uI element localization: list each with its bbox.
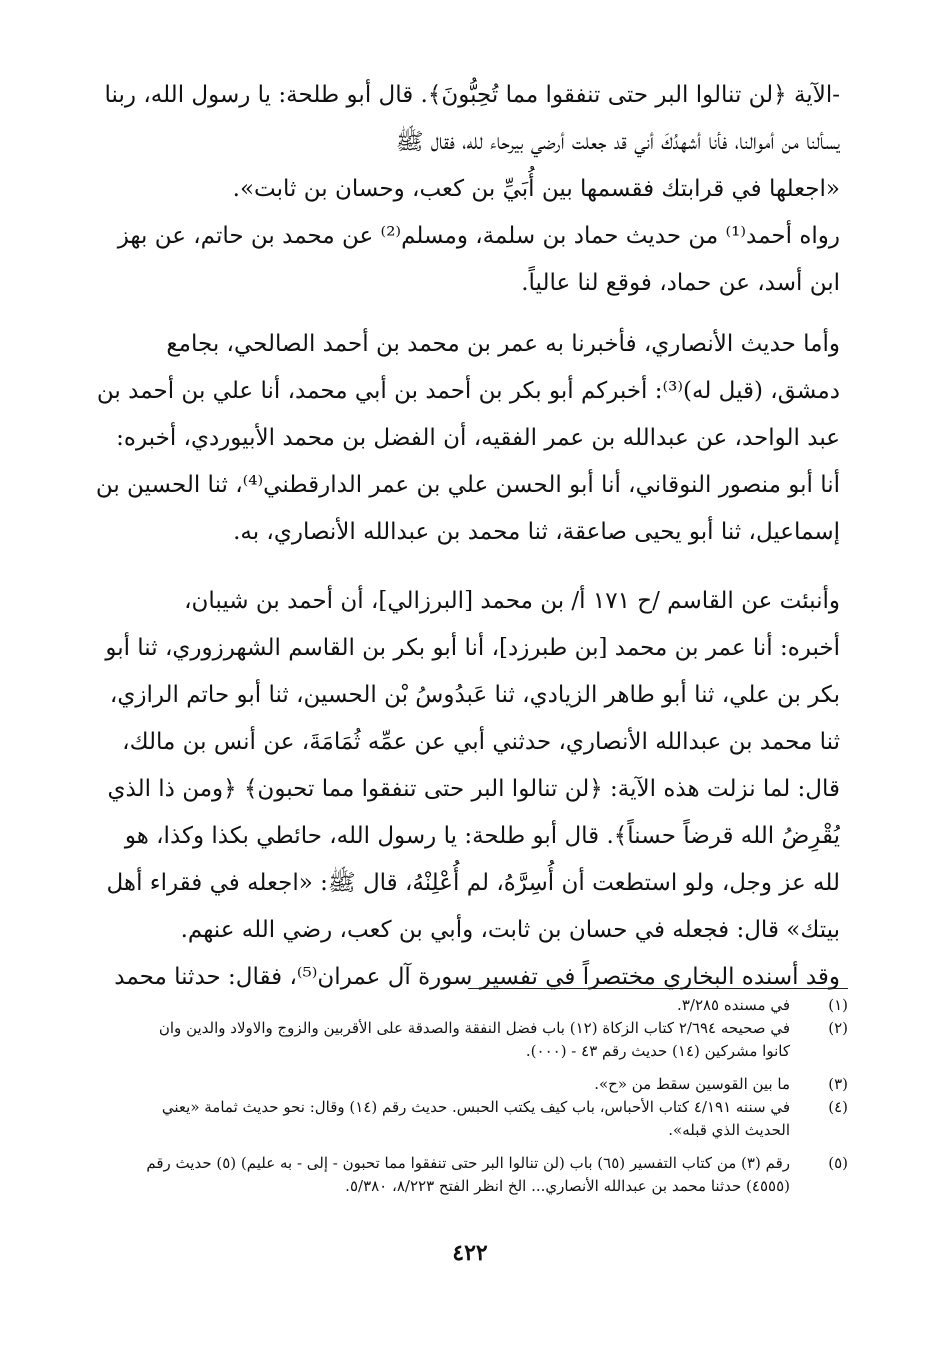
text-line: «اجعلها في قرابتك فقسمها بين أُبَيِّ بن كعب، وحسان بن ثابت».: [232, 176, 840, 202]
text-line: ثنا محمد بن عبدالله الأنصاري، حدثني أبي عن عمِّه ثُمَامَةَ، عن أنس بن مالك،: [122, 729, 840, 755]
text-line: -الآية ﴿لن تنالوا البر حتى تنفقوا مما تُحِبُّونَ﴾. قال أبو طلحة: يا رسول الله، ربنا: [104, 82, 840, 108]
footnote-text: في مسنده ٣/٢٨٥.: [677, 996, 790, 1014]
footnote: [92, 994, 848, 1017]
footnote-number: (٤): [828, 1098, 848, 1116]
text-line: إسماعيل، ثنا أبو يحيى صاعقة، ثنا محمد بن عبدالله الأنصاري، به.: [233, 519, 840, 545]
footnote-text: (٤٥٥٥) حدثنا محمد بن عبدالله الأنصاري... الخ انظر الفتح ٨/٢٢٣، ٥/٣٨٠.: [345, 1177, 790, 1195]
footnote: [92, 1017, 848, 1063]
text-line: عبد الواحد، عن عبدالله بن عمر الفقيه، أن الفضل بن محمد الأبيوردي، أخبره:: [116, 425, 840, 451]
text-line: وأنبئت عن القاسم /ح ١٧١ أ/ بن محمد [البرزالي]، أن أحمد بن شيبان،: [184, 588, 840, 614]
footnote: [92, 1073, 848, 1096]
footnote-number: (٥): [828, 1154, 848, 1172]
text-line: دمشق، (قيل له)⁽³⁾: أخبركم أبو بكر بن أحمد بن أبي محمد، أنا علي بن أحمد بن: [96, 378, 840, 404]
text-line: أخبره: أنا عمر بن محمد [بن طبرزد]، أنا أبو بكر بن القاسم الشهرزوري، ثنا أبو: [105, 635, 840, 661]
text-line: لله عز وجل، ولو استطعت أن أُسِرَّهُ، لم أُعْلِنْهُ، قال ﷺ: «اجعله في فقراء أهل: [106, 870, 840, 896]
text-line: بكر بن علي، ثنا أبو طاهر الزيادي، ثنا عَبدُوسُ بْن الحسين، ثنا أبو حاتم الرازي،: [109, 682, 840, 708]
footnote-number: (٢): [828, 1019, 848, 1037]
footnote-text: ما بين القوسين سقط من «ح».: [594, 1075, 790, 1093]
main-text: [92, 72, 840, 1001]
footnote-divider: [468, 988, 848, 989]
text-line: يسألنا من أموالنا، فأنا أشهدُكَ أني قد جعلت أرضي بيرحاء لله، فقال ﷺ: [395, 129, 840, 155]
footnote-text: الحديث الذي قبله».: [668, 1121, 790, 1139]
footnote: [92, 1096, 848, 1142]
text-line: قال: لما نزلت هذه الآية: ﴿لن تنالوا البر حتى تنفقوا مما تحبون﴾ ﴿ومن ذا الذي: [107, 776, 840, 802]
text-line: ابن أسد، عن حماد، فوقع لنا عالياً.: [521, 270, 840, 296]
footnote-text: رقم (٣) من كتاب التفسير (٦٥) باب (لن تنالوا البر حتى تنفقوا مما تحبون - إلى - به عليم) (٥) حديث رقم: [146, 1154, 790, 1172]
footnote-text: في صحيحه ٢/٦٩٤ كتاب الزكاة (١٢) باب فضل النفقة والصدقة على الأقربين والزوج والاولاد والدين وان: [158, 1019, 790, 1037]
footnote-number: (٣): [828, 1075, 848, 1093]
footnotes: [92, 994, 848, 1198]
text-line: بيتك» قال: فجعله في حسان بن ثابت، وأبي بن كعب، رضي الله عنهم.: [180, 917, 840, 943]
text-line: رواه أحمد⁽¹⁾ من حديث حماد بن سلمة، ومسلم⁽²⁾ عن محمد بن حاتم، عن بهز: [117, 223, 840, 249]
text-line: أنا أبو منصور النوقاني، أنا أبو الحسن علي بن عمر الدارقطني⁽⁴⁾، ثنا الحسين بن: [95, 472, 840, 498]
text-line: وأما حديث الأنصاري، فأخبرنا به عمر بن محمد بن أحمد الصالحي، بجامع: [166, 331, 840, 357]
footnote-text: في سننه ٤/١٩١ كتاب الأحباس، باب كيف يكتب الحبس. حديث رقم (١٤) وقال: نحو حديث ثمامة «يعني: [161, 1098, 790, 1116]
footnote-number: (١): [828, 996, 848, 1014]
text-line: يُقْرِضُ الله قرضاً حسناً﴾. قال أبو طلحة: يا رسول الله، حائطي بكذا وكذا، هو: [124, 823, 840, 849]
text-line: وقد أسنده البخاري مختصراً في تفسير سورة آل عمران⁽⁵⁾، فقال: حدثنا محمد: [114, 964, 840, 990]
footnote: [92, 1152, 848, 1198]
footnote-text: كانوا مشركين (١٤) حديث رقم ٤٣ - (٠٠٠).: [525, 1042, 790, 1060]
page-number: ٤٢٢: [452, 1240, 488, 1266]
